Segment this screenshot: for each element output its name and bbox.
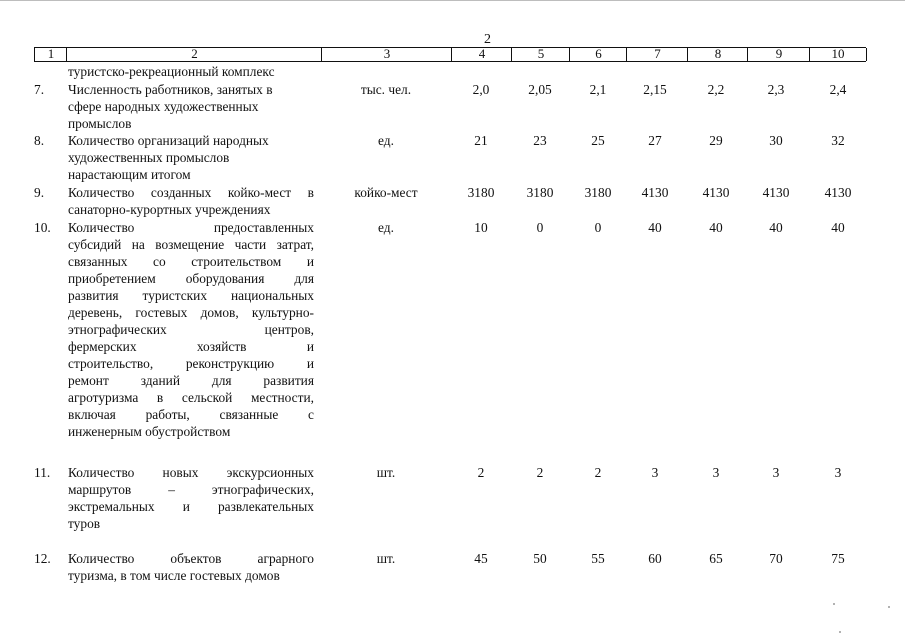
name-line: нарастающим итогом xyxy=(68,167,191,182)
value-col-7: 27 xyxy=(648,133,662,148)
row-number: 11. xyxy=(34,465,51,480)
value-col-6: 3180 xyxy=(584,185,612,200)
row-number: 7. xyxy=(34,82,45,97)
row-number: 9. xyxy=(34,185,45,200)
name-line: Количество объектов аграрного xyxy=(68,551,314,566)
value-col-5: 23 xyxy=(533,133,547,148)
unit-cell: ед. xyxy=(378,220,394,235)
name-line: этнографических центров, xyxy=(68,322,314,337)
row-number: 12. xyxy=(34,551,51,566)
name-line: сфере народных художественных xyxy=(68,99,259,114)
name-line: фермерских хозяйств и xyxy=(68,339,314,354)
table-header xyxy=(34,47,866,62)
header-col-2: 2 xyxy=(66,48,322,61)
name-line: туризма, в том числе гостевых домов xyxy=(68,568,280,583)
row-number: 10. xyxy=(34,220,51,235)
name-line: Численность работников, занятых в xyxy=(68,82,273,97)
value-col-5: 2 xyxy=(536,465,544,480)
name-line: маршрутов – этнографических, xyxy=(68,482,314,497)
header-col-4: 4 xyxy=(451,48,512,61)
name-line: Количество организаций народных xyxy=(68,133,269,148)
value-col-4: 10 xyxy=(474,220,488,235)
value-col-4: 21 xyxy=(474,133,488,148)
value-col-8: 4130 xyxy=(702,185,730,200)
value-col-8: 29 xyxy=(709,133,723,148)
value-col-4: 3180 xyxy=(467,185,495,200)
indicator-name xyxy=(68,550,314,584)
value-col-8: 40 xyxy=(709,220,723,235)
value-col-6: 2,1 xyxy=(589,82,607,97)
value-col-9: 70 xyxy=(769,551,783,566)
value-col-5: 2,05 xyxy=(528,82,552,97)
value-col-6: 25 xyxy=(591,133,605,148)
name-line: ремонт зданий для развития xyxy=(68,373,314,388)
value-col-4: 2,0 xyxy=(472,82,490,97)
unit-cell: койко-мест xyxy=(354,185,418,200)
value-col-8: 2,2 xyxy=(707,82,725,97)
page-number: 2 xyxy=(484,32,491,47)
name-line: связанных со строительством и xyxy=(68,254,314,269)
value-col-9: 40 xyxy=(769,220,783,235)
indicator-name xyxy=(68,184,314,218)
value-col-10: 2,4 xyxy=(829,82,847,97)
name-line: санаторно-курортных учреждениях xyxy=(68,202,271,217)
unit-cell: шт. xyxy=(376,465,396,480)
continuation-text: туристско-рекреационный комплекс xyxy=(68,64,275,79)
value-col-4: 2 xyxy=(477,465,485,480)
row-number: 8. xyxy=(34,133,45,148)
name-line: Количество предоставленных xyxy=(68,220,314,235)
header-col-5: 5 xyxy=(511,48,570,61)
value-col-5: 0 xyxy=(536,220,544,235)
name-line: приобретением оборудования для xyxy=(68,271,314,286)
value-col-6: 2 xyxy=(594,465,602,480)
unit-cell: тыс. чел. xyxy=(360,82,412,97)
name-line: экстремальных и развлекательных xyxy=(68,499,314,514)
indicator-name xyxy=(68,464,314,532)
value-col-6: 55 xyxy=(591,551,605,566)
unit-cell: шт. xyxy=(376,551,396,566)
header-col-6: 6 xyxy=(569,48,627,61)
value-col-10: 3 xyxy=(834,465,842,480)
top-rule xyxy=(0,0,905,1)
name-line: инженерным обустройством xyxy=(68,424,231,439)
value-col-8: 65 xyxy=(709,551,723,566)
name-line: субсидий на возмещение части затрат, xyxy=(68,237,314,252)
value-col-6: 0 xyxy=(594,220,602,235)
scan-speck xyxy=(839,631,841,633)
value-col-10: 40 xyxy=(831,220,845,235)
value-col-9: 30 xyxy=(769,133,783,148)
name-line: художественных промыслов xyxy=(68,150,230,165)
header-col-8: 8 xyxy=(687,48,748,61)
header-col-3: 3 xyxy=(321,48,452,61)
name-line: промыслов xyxy=(68,116,132,131)
value-col-10: 32 xyxy=(831,133,845,148)
name-line: Количество созданных койко-мест в xyxy=(68,185,314,200)
value-col-7: 2,15 xyxy=(643,82,667,97)
value-col-9: 4130 xyxy=(762,185,790,200)
scan-speck xyxy=(833,603,835,605)
indicator-name xyxy=(68,132,314,183)
name-line: деревень, гостевых домов, культурно- xyxy=(68,305,314,320)
scan-speck xyxy=(888,606,890,608)
value-col-9: 2,3 xyxy=(767,82,785,97)
header-col-9: 9 xyxy=(747,48,810,61)
value-col-7: 3 xyxy=(651,465,659,480)
name-line: Количество новых экскурсионных xyxy=(68,465,314,480)
name-line: включая работы, связанные с xyxy=(68,407,314,422)
name-line: развития туристских национальных xyxy=(68,288,314,303)
value-col-10: 75 xyxy=(831,551,845,566)
name-line: туров xyxy=(68,516,101,531)
value-col-5: 3180 xyxy=(526,185,554,200)
unit-cell: ед. xyxy=(378,133,394,148)
header-col-1: 1 xyxy=(34,48,67,61)
value-col-5: 50 xyxy=(533,551,547,566)
indicator-name xyxy=(68,219,314,440)
header-col-7: 7 xyxy=(626,48,688,61)
value-col-10: 4130 xyxy=(824,185,852,200)
value-col-7: 60 xyxy=(648,551,662,566)
value-col-7: 4130 xyxy=(641,185,669,200)
name-line: строительство, реконструкцию и xyxy=(68,356,314,371)
name-line: агротуризма в сельской местности, xyxy=(68,390,314,405)
value-col-9: 3 xyxy=(772,465,780,480)
value-col-8: 3 xyxy=(712,465,720,480)
header-col-10: 10 xyxy=(809,48,867,61)
value-col-4: 45 xyxy=(474,551,488,566)
indicator-name xyxy=(68,81,314,132)
value-col-7: 40 xyxy=(648,220,662,235)
